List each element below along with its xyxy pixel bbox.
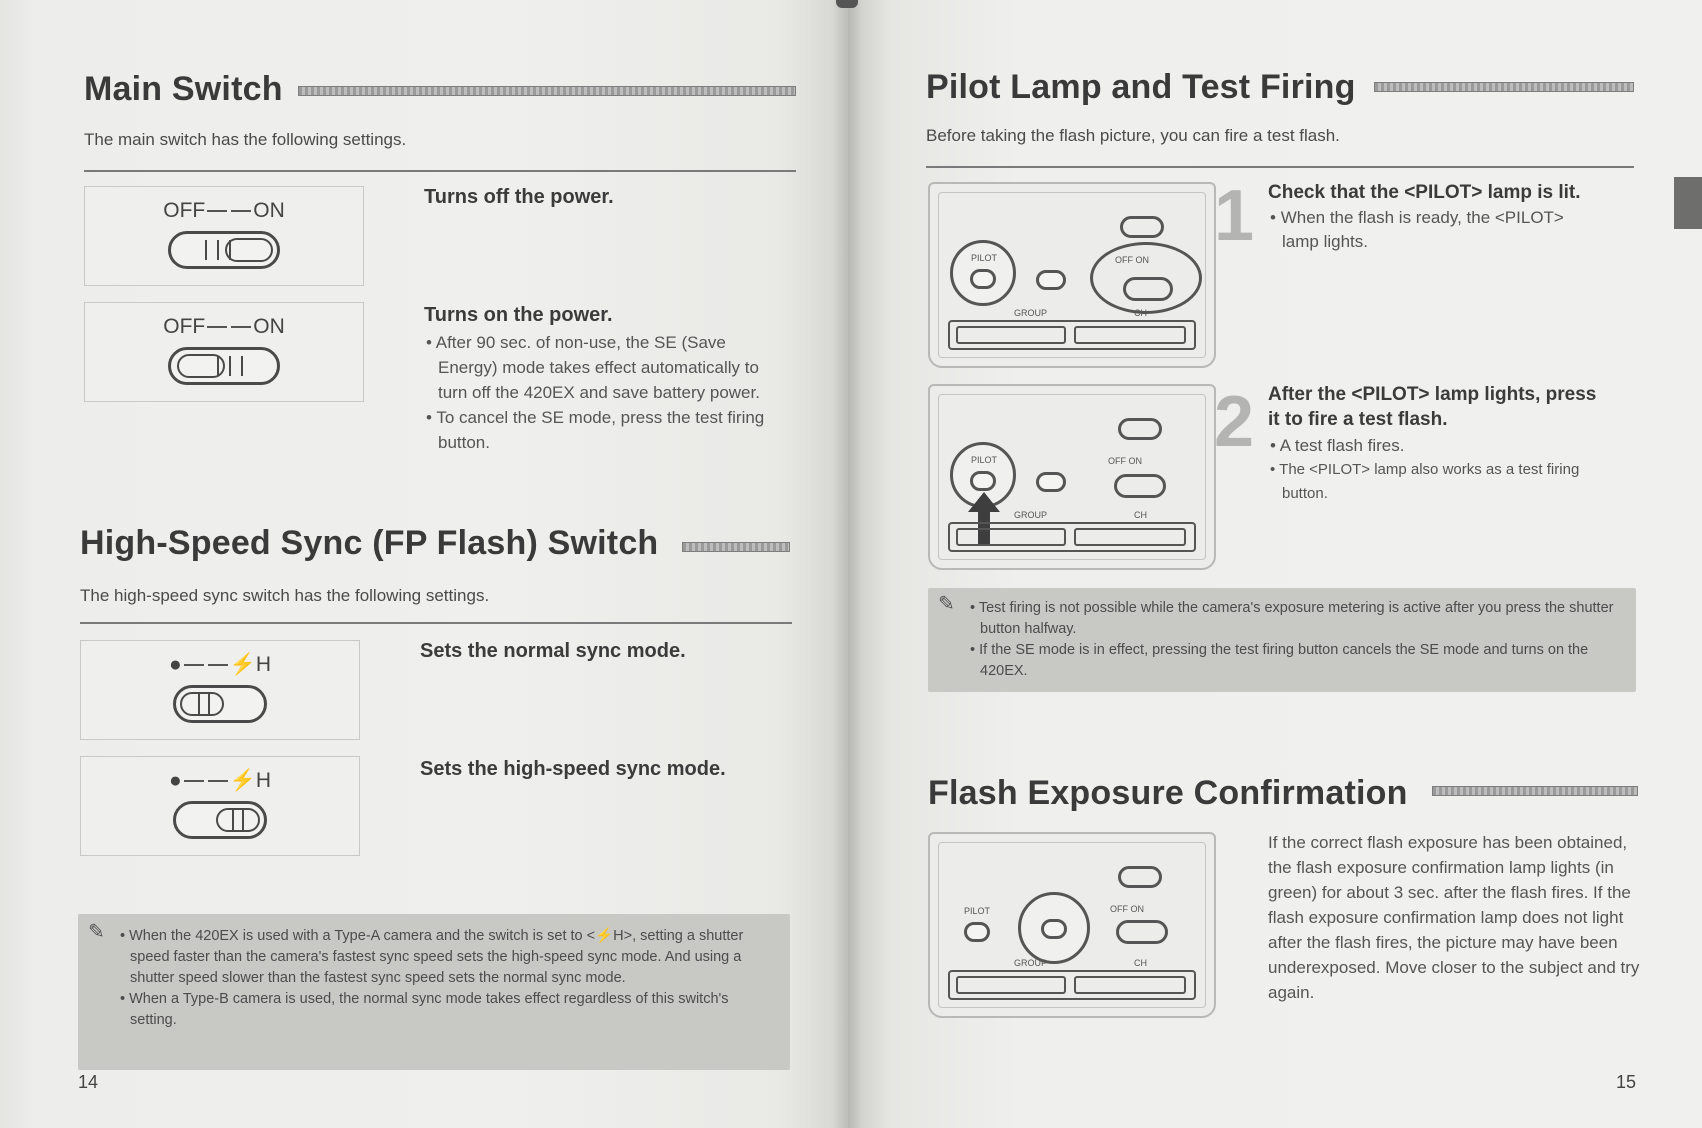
power-on-title: Turns on the power. — [424, 304, 613, 326]
flash-panel-diagram-3 — [928, 832, 1216, 1018]
pilot-button-ring — [950, 240, 1016, 306]
group-label: GROUP — [1014, 510, 1048, 520]
switch-slider — [173, 685, 267, 723]
normal-sync-title: Sets the normal sync mode. — [420, 640, 686, 662]
step-number: 1 — [1214, 176, 1255, 256]
note-lines — [118, 926, 778, 1031]
note-icon: ✎ — [938, 593, 955, 615]
normal-sync-symbol: ● — [168, 653, 182, 676]
step-2-title: After the <PILOT> lamp lights, press it to fire a test flash. — [1268, 384, 1597, 430]
confirm-lamp — [1036, 270, 1066, 290]
power-off-title: Turns off the power. — [424, 186, 614, 208]
heading-rule — [1432, 786, 1638, 796]
left-page — [0, 0, 848, 1128]
rail-panel — [948, 958, 1196, 1000]
note-line: • Test firing is not possible while the camera's exposure metering is active after you press the shutter button halfway. — [970, 600, 1614, 637]
switch-labels — [85, 315, 363, 339]
hss-symbol: ⚡H — [229, 653, 271, 676]
divider — [926, 166, 1634, 168]
note-lines — [968, 598, 1622, 682]
high-speed-sync-title: Sets the high-speed sync mode. — [420, 758, 726, 780]
main-switch-heading: Main Switch — [84, 70, 283, 108]
switch-label-on: ON — [253, 315, 285, 338]
group-label: GROUP — [1014, 958, 1048, 968]
bullet-item: • When the flash is ready, the <PILOT> lamp lights. — [1270, 208, 1564, 251]
right-page — [848, 0, 1702, 1128]
switch-label-off: OFF — [163, 199, 206, 222]
switch-slider — [168, 231, 280, 269]
right-note-box — [928, 588, 1636, 692]
hss-mini-switch — [1118, 418, 1162, 440]
fec-heading: Flash Exposure Confirmation — [928, 774, 1408, 812]
hss-symbol: ⚡H — [229, 769, 271, 792]
rail-panel — [948, 510, 1196, 552]
left-note-box — [78, 914, 790, 1070]
step-2-bullets — [1268, 434, 1628, 506]
binding-mark — [836, 0, 858, 8]
hss-mini-switch — [1118, 866, 1162, 888]
note-icon: ✎ — [88, 921, 105, 943]
pilot-button — [964, 922, 990, 942]
hss-normal-diagram — [80, 640, 360, 740]
rail-panel — [948, 308, 1196, 350]
hss-mini-switch — [1120, 216, 1164, 238]
pilot-heading: Pilot Lamp and Test Firing — [926, 68, 1356, 106]
main-switch-on-diagram — [84, 302, 364, 402]
heading-rule — [298, 86, 796, 96]
power-on-bullets — [424, 330, 774, 455]
off-on-label: OFF ON — [1115, 255, 1149, 265]
heading-rule — [682, 542, 790, 552]
off-on-label: OFF ON — [1110, 904, 1144, 914]
divider — [80, 622, 792, 624]
step-1-title: Check that the <PILOT> lamp is lit. — [1268, 182, 1581, 203]
hss-high-diagram — [80, 756, 360, 856]
switch-slider — [173, 801, 267, 839]
main-mini-switch — [1114, 474, 1166, 498]
pilot-button — [970, 471, 996, 491]
pilot-button — [970, 269, 996, 289]
switch-slider — [168, 347, 280, 385]
hss-heading: High-Speed Sync (FP Flash) Switch — [80, 524, 659, 562]
off-on-label: OFF ON — [1108, 456, 1142, 466]
heading-rule — [1374, 82, 1634, 92]
confirm-lamp — [1036, 472, 1066, 492]
step-number: 2 — [1214, 382, 1255, 462]
pilot-label: PILOT — [971, 253, 998, 263]
flash-panel-diagram-2 — [928, 384, 1216, 570]
ch-label: CH — [1134, 510, 1147, 520]
switch-label-off: OFF — [163, 315, 206, 338]
confirm-lamp-ring — [1018, 892, 1090, 964]
note-line: • When the 420EX is used with a Type-A camera and the switch is set to <⚡H>, setting a shutter speed faster than the camera's fastest sync speed sets the high-speed sync mode. And using a shutter speed slower than the fastest sync speed sets the normal sync mode. — [120, 928, 744, 986]
page-number-right: 15 — [1616, 1072, 1637, 1092]
hss-intro: The high-speed sync switch has the following settings. — [80, 586, 490, 605]
main-switch-off-diagram — [84, 186, 364, 286]
switch-labels — [81, 653, 359, 677]
pilot-label: PILOT — [971, 455, 998, 465]
main-switch-intro: The main switch has the following settings. — [84, 130, 407, 149]
bullet-item: • After 90 sec. of non-use, the SE (Save Energy) mode takes effect automatically to turn off the 420EX and save battery power. — [426, 333, 760, 402]
switch-ring — [1090, 242, 1202, 314]
switch-labels — [85, 199, 363, 223]
confirm-lamp — [1041, 919, 1067, 939]
ch-label: CH — [1134, 308, 1147, 318]
flash-panel-diagram-1 — [928, 182, 1216, 368]
bullet-item: • The <PILOT> lamp also works as a test firing button. — [1270, 461, 1580, 502]
chapter-tab — [1674, 177, 1702, 229]
note-line: • If the SE mode is in effect, pressing the test firing button cancels the SE mode and turns on the 420EX. — [970, 642, 1589, 679]
note-line: • When a Type-B camera is used, the normal sync mode takes effect regardless of this switch's setting. — [120, 991, 729, 1028]
bullet-item: • A test flash fires. — [1270, 436, 1405, 455]
group-label: GROUP — [1014, 308, 1048, 318]
normal-sync-symbol: ● — [168, 769, 182, 792]
fec-description: If the correct flash exposure has been obtained, the flash exposure confirmation lamp lights (in green) for about 3 sec. after the flash fires. If the flash exposure confirmation lamp does not light after the flash fires, the picture may have been underexposed. Move closer to the subject and try again. — [1268, 833, 1640, 1002]
divider — [84, 170, 796, 172]
ch-label: CH — [1134, 958, 1147, 968]
switch-label-on: ON — [253, 199, 285, 222]
pilot-label: PILOT — [964, 906, 991, 916]
bullet-item: • To cancel the SE mode, press the test firing button. — [426, 408, 765, 452]
switch-labels — [81, 769, 359, 793]
page-number-left: 14 — [78, 1072, 99, 1092]
pilot-intro: Before taking the flash picture, you can fire a test flash. — [926, 126, 1340, 145]
step-1-bullets — [1268, 206, 1568, 254]
main-mini-switch — [1116, 920, 1168, 944]
gutter-shadow — [832, 0, 862, 1128]
